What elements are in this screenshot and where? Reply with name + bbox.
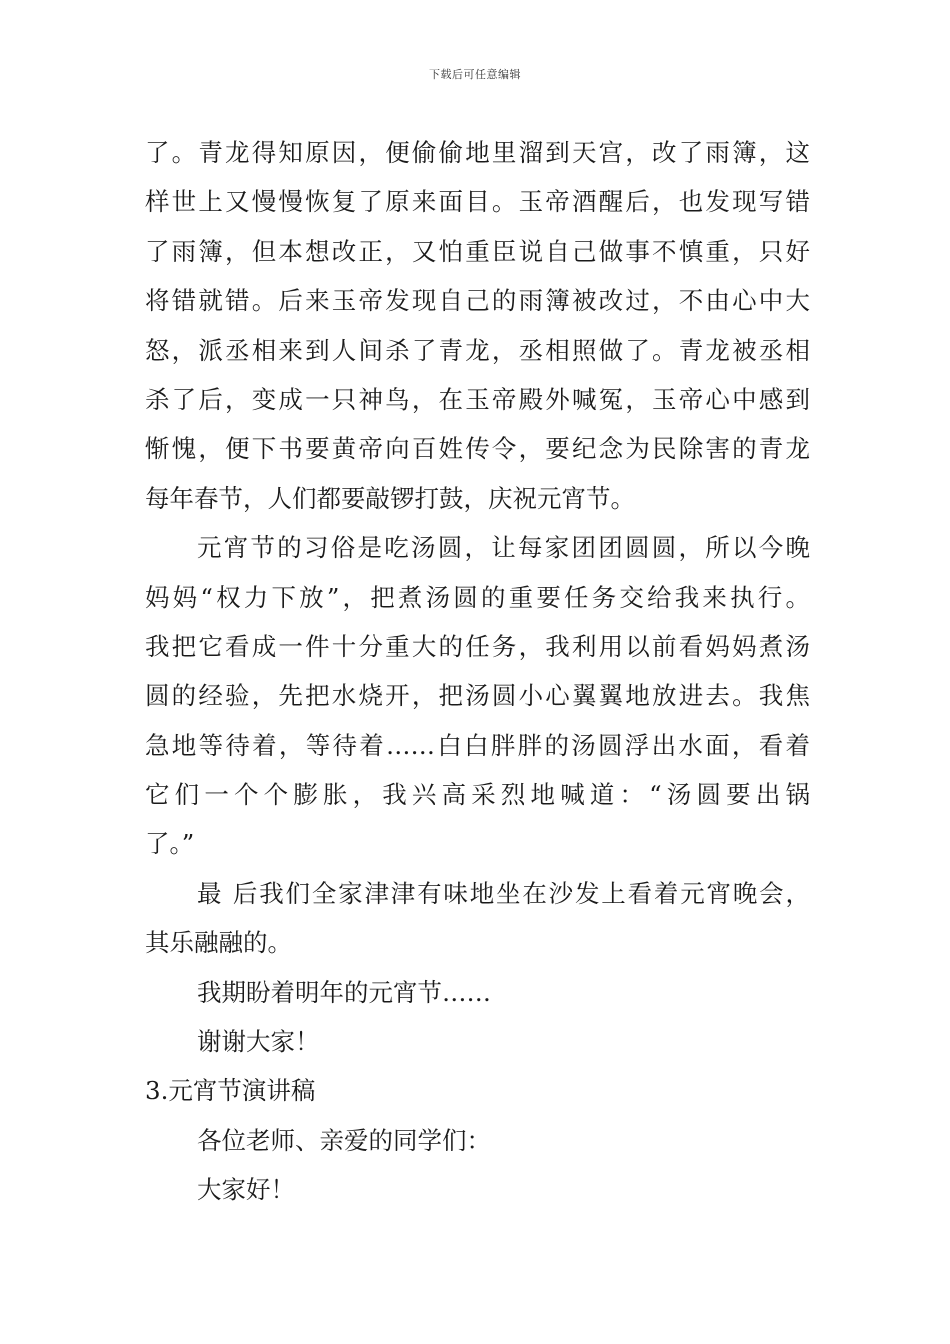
text-line: 了。”	[145, 829, 195, 859]
document-body	[145, 128, 810, 1215]
text-line: 怒，派丞相来到人间杀了青龙，丞相照做了。青龙被丞相	[145, 335, 810, 365]
text-line: 样世上又慢慢恢复了原来面目。玉帝酒醒后，也发现写错	[145, 187, 810, 217]
text-line: 妈妈“权力下放”，把煮汤圆的重要任务交给我来执行。	[145, 582, 810, 612]
text-line: 圆的经验，先把水烧开，把汤圆小心翼翼地放进去。我焦	[145, 681, 810, 711]
text-line: 谢谢大家！	[197, 1027, 320, 1057]
greeting-line: 各位老师、亲爱的同学们：	[197, 1125, 491, 1155]
text-line: 了雨簿，但本想改正，又怕重臣说自己做事不慎重，只好	[145, 236, 810, 266]
text-line: 我期盼着明年的元宵节……	[197, 977, 491, 1007]
text-line: 元宵节的习俗是吃汤圆，让每家团团圆圆，所以今晚	[197, 533, 810, 563]
text-line: 每年春节，人们都要敲锣打鼓，庆祝元宵节。	[145, 483, 635, 513]
text-line: 急地等待着，等待着……白白胖胖的汤圆浮出水面，看着	[145, 730, 810, 760]
text-line: 其乐融融的。	[145, 928, 292, 958]
text-line: 将错就错。后来玉帝发现自己的雨簿被改过，不由心中大	[145, 286, 810, 316]
text-line: 我把它看成一件十分重大的任务，我利用以前看妈妈煮汤	[145, 631, 810, 661]
text-line: 杀了后，变成一只神鸟，在玉帝殿外喊冤，玉帝心中感到	[145, 384, 810, 414]
page-header-note: 下载后可任意编辑	[429, 68, 521, 81]
text-line: 了。青龙得知原因，便偷偷地里溜到天宫，改了雨簿，这	[145, 138, 810, 167]
text-line: 它们一个个膨胀，我兴高采烈地喊道：“汤圆要出锅	[145, 780, 810, 810]
text-line: 最 后我们全家津津有味地坐在沙发上看着元宵晚会，	[197, 878, 810, 908]
text-line: 惭愧，便下书要黄帝向百姓传令，要纪念为民除害的青龙	[145, 434, 810, 464]
greeting-line: 大家好！	[197, 1175, 295, 1205]
section-heading: 3.元宵节演讲稿	[145, 1076, 316, 1106]
